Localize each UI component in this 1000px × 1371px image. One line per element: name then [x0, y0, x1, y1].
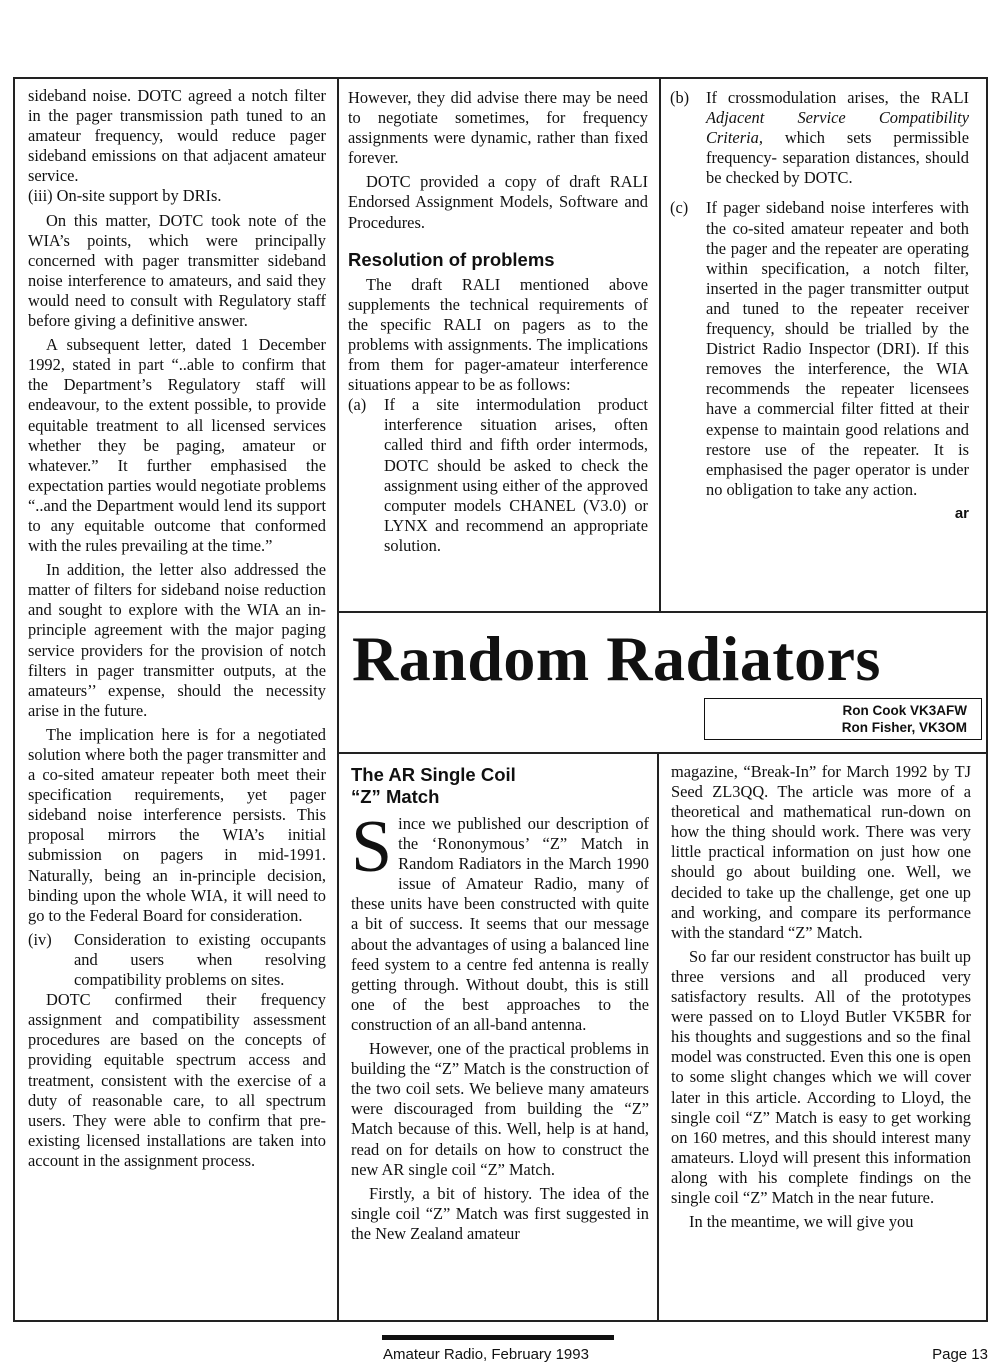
- col5-paragraph-2: So far our resident constructor has built up three versions and all produced very satisfactory results. All of the prototypes were passed on to Lloyd Butler VK5BR for his thoughts and suggestions and so the final model was constructed. Even this one is open to some slight changes which we will cover later in this article. According to Lloyd, the single coil “Z” Match is easy to get working on 160 metres, and this should interest many amateurs. Lloyd will present this information along with his complete findings on the single coil “Z” Match in the near future.: [671, 946, 971, 1207]
- feature-header-rule: [337, 752, 988, 754]
- feature-title: Random Radiators: [352, 623, 881, 694]
- list-label: (a): [348, 395, 367, 415]
- section-heading-resolution: Resolution of problems: [348, 248, 555, 270]
- col1-paragraph-4: In addition, the letter also addressed the matter of filters for sideband noise reduction and sought to explore with the WIA an in-principle agreement with the major paging service providers for the provision of notch filters in pager transmitter outputs, at the amateurs’’ expense, should the necessity arise in the future.: [28, 560, 326, 720]
- col1-paragraph-3: A subsequent letter, dated 1 December 1992, stated in part “..able to confirm that the Department’s Regulatory staff will endeavour, to the extent possible, to provide equitable treatment to all licensed services whether they be paging, amateur or whatever.” It further emphasised the expectation parties would negotiate problems “..and the Department would lend its support to any equitable outcome that conformed with the rules prevailing at the time.”: [28, 335, 326, 556]
- column-divider-2-upper: [659, 77, 661, 612]
- col4-paragraph-2: However, one of the practical problems in building the “Z” Match is the construction of the two coil sets. We believe many amateurs were discouraged from building the “Z” Match because of this. Well, help is at hand, read on for details on how to construct the new AR single coil “Z” Match.: [351, 1039, 649, 1179]
- article-heading-line-2: “Z” Match: [351, 786, 440, 807]
- col4-paragraph-1-text: ince we published our description of the ‘Rononymous’ “Z” Match in Random Radiators in the March 1990 issue of Amateur Radio, many of these units have been constructed with quite a bit of success. It seems that our message about the advantages of using a balanced line feed system to a centre fed antenna is really getting through. Without doubt, this is still one of the best approaches to the construction of an all-band antenna.: [351, 814, 649, 1034]
- col2-paragraph-2: DOTC provided a copy of draft RALI Endorsed Assignment Models, Software and Procedures.: [348, 172, 648, 232]
- list-text: If a site intermodulation product interference situation arises, often called third and fifth order intermods, DOTC should be asked to check the assignment using either of the approved computer models CHANEL (V3.0) or LYNX and recommend an appropriate solution.: [384, 395, 648, 555]
- column-1: [28, 86, 326, 1171]
- top-rule: [13, 77, 988, 79]
- col2-paragraph-1: However, they did advise there may be need to negotiate sometimes, for frequency assignments were dynamic, rather than fixed forever.: [348, 88, 648, 168]
- right-border: [986, 77, 988, 1322]
- column-5: [671, 762, 971, 1232]
- byline-author-1: Ron Cook VK3AFW: [842, 703, 967, 718]
- col3-list-item-b: [670, 88, 969, 188]
- rali-title-italic: Adjacent Service Compatibility Criteria,: [706, 108, 969, 148]
- column-divider-1: [337, 77, 339, 1322]
- list-label: (b): [670, 88, 690, 107]
- bottom-rule: [13, 1320, 988, 1322]
- col4-paragraph-1: [351, 806, 649, 1035]
- feature-top-rule: [337, 611, 988, 613]
- footer-page-number: Page 13: [932, 1346, 988, 1363]
- byline-author-2: Ron Fisher, VK3OM: [841, 720, 967, 735]
- col3-list-item-c: [670, 198, 969, 499]
- col1-paragraph-2: On this matter, DOTC took note of the WIA’s points, which were principally concerned with pager transmitter sideband noise interference to amateurs, and said they would need to consult with Regulatory staff before giving a definitive answer.: [28, 210, 326, 331]
- col2-list-item-a: [348, 395, 648, 556]
- drop-cap: S: [351, 806, 393, 888]
- list-label: (c): [670, 198, 689, 218]
- byline-box: [704, 698, 982, 740]
- list-text-part: If crossmodulation arises, the RALI: [706, 88, 969, 107]
- column-2: [348, 88, 648, 556]
- col5-paragraph-3: In the meantime, we will give you: [689, 1212, 914, 1232]
- col4-paragraph-3: Firstly, a bit of history. The idea of the single coil “Z” Match was first suggested in the New Zealand amateur: [351, 1183, 649, 1243]
- article-end-mark: ar: [954, 504, 969, 522]
- col1-paragraph-6: DOTC confirmed their frequency assignment and compatibility assessment procedures are based on the concepts of providing equitable spectrum access and treatment, consistent with the exercise of a duty of reasonable care, to all spectrum users. They were able to confirm that pre-existing licensed installations are taken into account in the assignment process.: [28, 990, 326, 1170]
- footer-publication: Amateur Radio, February 1993: [383, 1346, 589, 1363]
- col1-paragraph-5: The implication here is for a negotiated solution where both the pager transmitter and a co-sited amateur repeater both meet their specification requirements, yet pager sideband noise interference persists. This proposal mirrors the WIA’s initial submission on pagers in mid-1991. Naturally, being an in-principle decision, binding upon the whole WIA, it will need to go to the Federal Board for consideration.: [28, 724, 326, 925]
- list-label: (iv): [28, 929, 52, 949]
- list-text: Consideration to existing occupants and users when resolving compatibility problems on sites.: [74, 929, 326, 990]
- footer-bar: [382, 1335, 614, 1340]
- col1-list-item-iv: [28, 930, 326, 990]
- col1-list-item-iii: (iii) On-site support by DRIs.: [28, 186, 222, 206]
- column-3: [670, 88, 969, 524]
- article-heading-line-1: The AR Single Coil: [351, 764, 516, 785]
- column-4: [351, 764, 649, 1244]
- list-text: [706, 88, 969, 188]
- col2-paragraph-3: The draft RALI mentioned above supplements the technical requirements of the specific RALI on pagers as to the problems with assignments. The implications from them for pager-amateur interference situations appear to be as follows:: [348, 274, 648, 395]
- left-border: [13, 77, 15, 1322]
- column-divider-2-lower: [657, 752, 659, 1322]
- col5-paragraph-1: magazine, “Break-In” for March 1992 by TJ Seed ZL3QQ. The article was more of a theoretical and mathematical run-down on how the thing should work. There was very little practical information on just how one should go about building one. Well, we decided to take up the challenge, get one up and working, and compare its performance with the standard “Z” Match.: [671, 762, 971, 942]
- list-text: If pager sideband noise interferes with the co-sited amateur repeater and both the pager and the repeater are operating within specification, a notch filter, inserted in the pager transmitter output and tuned to the repeater receiver frequency, should be trialled by the District Radio Inspector (DRI). If this removes the interference, the WIA recommends the repeater licensees have a commercial filter fitted at their expense to maintain good relations and restore use of the repeater. It is emphasised the pager operator is under no obligation to take any action.: [706, 198, 969, 499]
- col1-paragraph-1: sideband noise. DOTC agreed a notch filter in the pager transmission path tuned to an amateur frequency, would reduce pager sideband emissions on that adjacent amateur service.: [28, 86, 326, 186]
- article-heading: [351, 764, 649, 808]
- list-text-part: which sets permissible frequency- separation distances, should be checked by DOTC.: [706, 128, 969, 188]
